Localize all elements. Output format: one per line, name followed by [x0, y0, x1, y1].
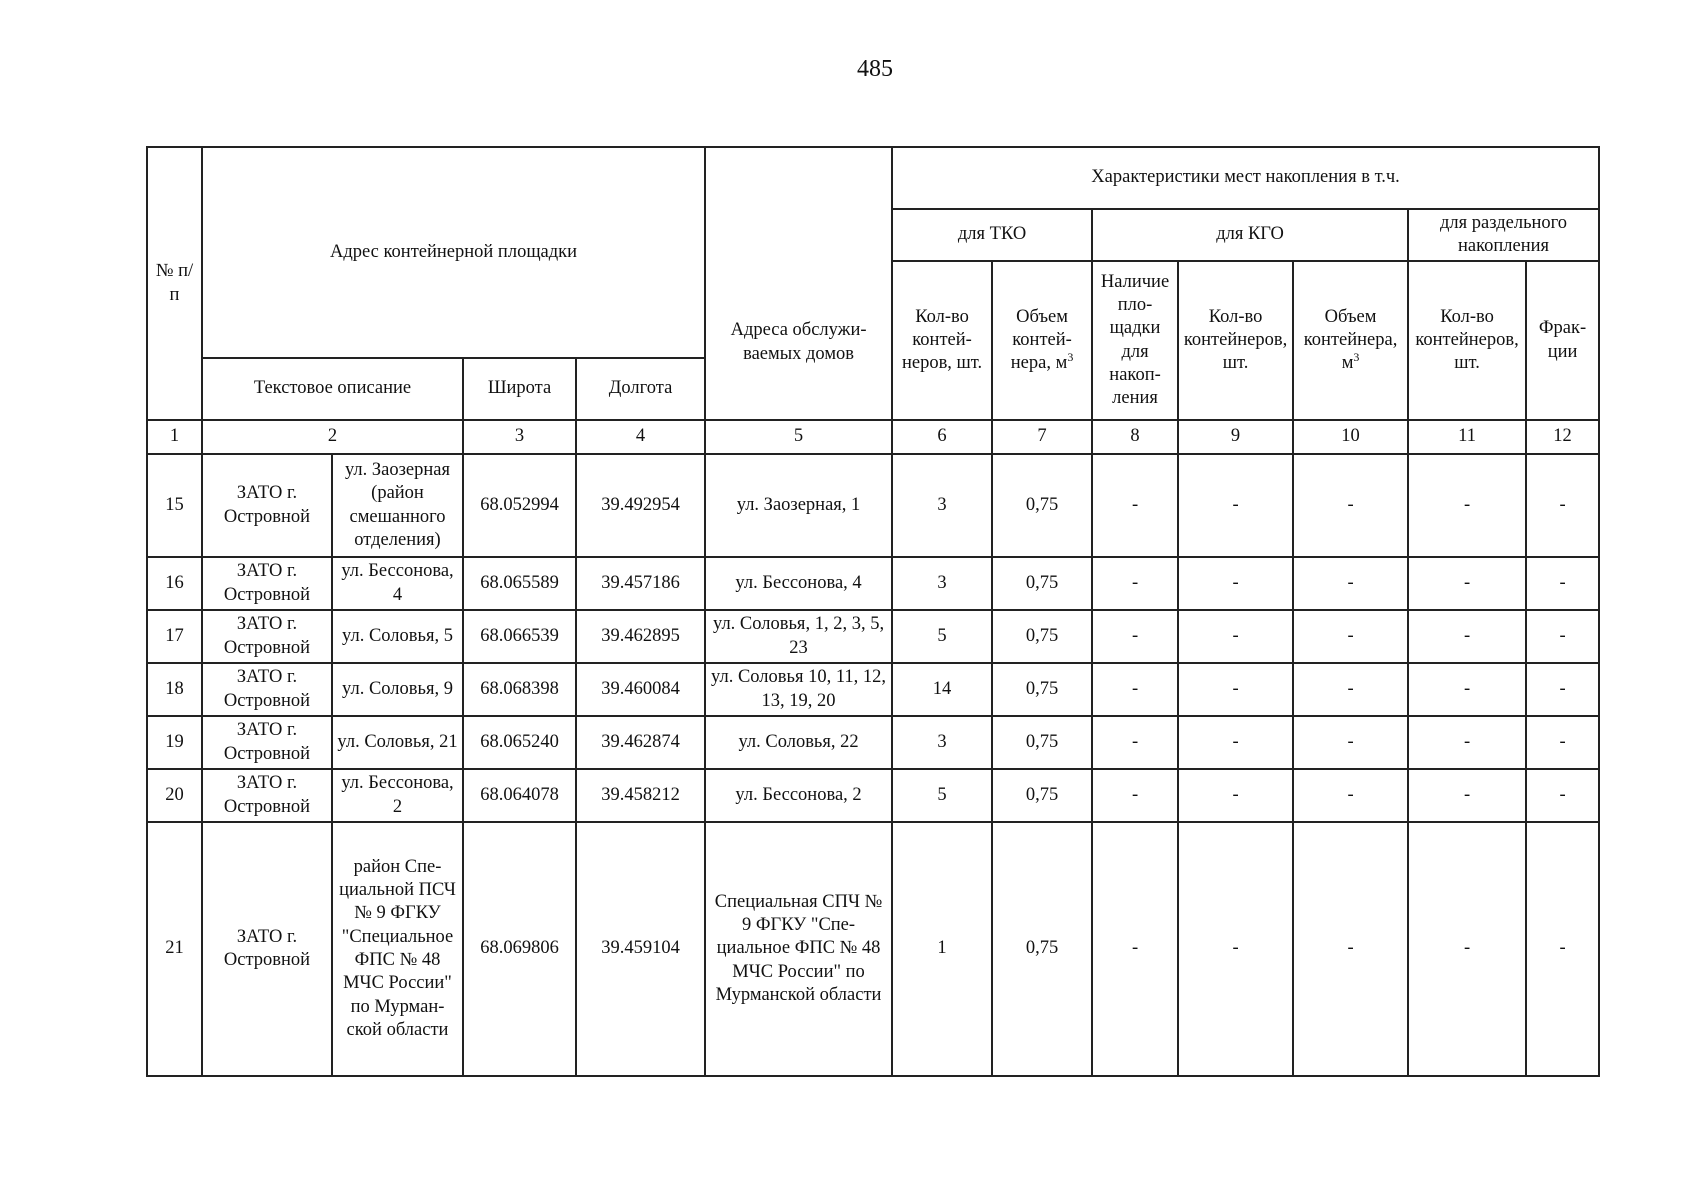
header-kgo-count: Кол-во контейнеров, шт.: [1178, 261, 1293, 420]
column-number-row: [147, 420, 1599, 454]
row-kgo-count: -: [1178, 822, 1293, 1076]
header-served-houses: Адреса обслуживаемых домов: [705, 147, 892, 420]
header-kgo-presence: Наличие площадки для накопления: [1092, 261, 1178, 420]
row-longitude: 39.462895: [576, 610, 705, 663]
column-number: 3: [463, 420, 576, 454]
table-row: [147, 769, 1599, 822]
column-number: 6: [892, 420, 992, 454]
row-kgo-volume: -: [1293, 557, 1408, 610]
row-kgo-count: -: [1178, 557, 1293, 610]
row-kgo-presence: -: [1092, 610, 1178, 663]
column-number: 7: [992, 420, 1092, 454]
header-for-tko: для ТКО: [892, 209, 1092, 261]
row-houses: ул. Бессонова, 2: [705, 769, 892, 822]
page-number: 485: [857, 56, 893, 82]
row-number: 16: [147, 557, 202, 610]
row-kgo-presence: -: [1092, 557, 1178, 610]
table-row: [147, 557, 1599, 610]
row-kgo-volume: -: [1293, 610, 1408, 663]
row-description: ул. Соловья, 9: [332, 663, 463, 716]
row-sep-fractions: -: [1526, 557, 1599, 610]
container-sites-table: [146, 146, 1600, 1077]
row-number: 19: [147, 716, 202, 769]
row-tko-volume: 0,75: [992, 716, 1092, 769]
row-sep-fractions: -: [1526, 822, 1599, 1076]
row-tko-count: 5: [892, 610, 992, 663]
row-sep-fractions: -: [1526, 769, 1599, 822]
column-number: 12: [1526, 420, 1599, 454]
header-kgo-volume-sup: 3: [1353, 349, 1360, 364]
row-kgo-volume: -: [1293, 822, 1408, 1076]
row-latitude: 68.052994: [463, 454, 576, 557]
row-locality: ЗАТО г. Островной: [202, 610, 332, 663]
row-sep-count: -: [1408, 454, 1526, 557]
column-number: 8: [1092, 420, 1178, 454]
row-latitude: 68.064078: [463, 769, 576, 822]
header-sep-count: Кол-во контейнеров, шт.: [1408, 261, 1526, 420]
header-latitude: Широта: [463, 358, 576, 420]
row-houses: ул. Соловья, 22: [705, 716, 892, 769]
row-sep-fractions: -: [1526, 610, 1599, 663]
table-body: [147, 454, 1599, 1076]
table-row: [147, 716, 1599, 769]
row-kgo-count: -: [1178, 716, 1293, 769]
row-sep-fractions: -: [1526, 716, 1599, 769]
row-kgo-count: -: [1178, 610, 1293, 663]
row-number: 20: [147, 769, 202, 822]
row-latitude: 68.065589: [463, 557, 576, 610]
row-longitude: 39.459104: [576, 822, 705, 1076]
row-kgo-volume: -: [1293, 769, 1408, 822]
row-kgo-presence: -: [1092, 663, 1178, 716]
row-houses: ул. Заозерная, 1: [705, 454, 892, 557]
row-tko-count: 3: [892, 454, 992, 557]
row-tko-volume: 0,75: [992, 610, 1092, 663]
row-locality: ЗАТО г. Островной: [202, 663, 332, 716]
row-kgo-presence: -: [1092, 822, 1178, 1076]
row-kgo-count: -: [1178, 769, 1293, 822]
header-longitude: Долгота: [576, 358, 705, 420]
row-sep-count: -: [1408, 716, 1526, 769]
column-number: 1: [147, 420, 202, 454]
table-row: [147, 663, 1599, 716]
row-sep-count: -: [1408, 663, 1526, 716]
row-latitude: 68.069806: [463, 822, 576, 1076]
table-row: [147, 822, 1599, 1076]
row-number: 15: [147, 454, 202, 557]
column-number: 2: [202, 420, 463, 454]
header-kgo-volume: [1293, 261, 1408, 420]
row-latitude: 68.068398: [463, 663, 576, 716]
row-sep-count: -: [1408, 610, 1526, 663]
row-description: ул. Соловья, 21: [332, 716, 463, 769]
row-description: ул. Заозерная (район смешанного отделения): [332, 454, 463, 557]
header-tko-count: Кол-во контейнеров, шт.: [892, 261, 992, 420]
header-address-group: Адрес контейнерной площадки: [202, 147, 705, 358]
column-number: 11: [1408, 420, 1526, 454]
row-tko-volume: 0,75: [992, 822, 1092, 1076]
table-row: [147, 610, 1599, 663]
row-locality: ЗАТО г. Островной: [202, 716, 332, 769]
row-description: ул. Бессонова, 4: [332, 557, 463, 610]
row-tko-volume: 0,75: [992, 663, 1092, 716]
row-longitude: 39.462874: [576, 716, 705, 769]
row-kgo-volume: -: [1293, 716, 1408, 769]
row-houses: ул. Бессонова, 4: [705, 557, 892, 610]
row-latitude: 68.065240: [463, 716, 576, 769]
row-tko-count: 14: [892, 663, 992, 716]
row-number: 21: [147, 822, 202, 1076]
row-houses: ул. Соловья 10, 11, 12, 13, 19, 20: [705, 663, 892, 716]
row-locality: ЗАТО г. Островной: [202, 822, 332, 1076]
row-tko-count: 3: [892, 716, 992, 769]
row-tko-count: 3: [892, 557, 992, 610]
row-description: район Специальной ПСЧ № 9 ФГКУ "Специальное ФПС № 48 МЧС России" по Мурманской области: [332, 822, 463, 1076]
header-num: № п/п: [147, 147, 202, 420]
column-number: 5: [705, 420, 892, 454]
row-longitude: 39.460084: [576, 663, 705, 716]
row-longitude: 39.492954: [576, 454, 705, 557]
header-kgo-volume-text: Объем контейнера, м: [1303, 306, 1398, 374]
header-tko-volume: [992, 261, 1092, 420]
column-number: 9: [1178, 420, 1293, 454]
row-houses: ул. Соловья, 1, 2, 3, 5, 23: [705, 610, 892, 663]
row-tko-volume: 0,75: [992, 557, 1092, 610]
row-sep-count: -: [1408, 557, 1526, 610]
row-tko-count: 1: [892, 822, 992, 1076]
row-longitude: 39.457186: [576, 557, 705, 610]
header-text-description: Текстовое описание: [202, 358, 463, 420]
row-sep-count: -: [1408, 769, 1526, 822]
row-locality: ЗАТО г. Островной: [202, 557, 332, 610]
column-number: 4: [576, 420, 705, 454]
row-kgo-volume: -: [1293, 454, 1408, 557]
header-for-separate: для раздельного накопления: [1408, 209, 1599, 261]
table-row: [147, 454, 1599, 557]
row-longitude: 39.458212: [576, 769, 705, 822]
header-tko-volume-sup: 3: [1067, 349, 1074, 364]
row-sep-fractions: -: [1526, 663, 1599, 716]
header-for-kgo: для КГО: [1092, 209, 1408, 261]
row-latitude: 68.066539: [463, 610, 576, 663]
header-characteristics: Характеристики мест накопления в т.ч.: [892, 147, 1599, 209]
row-sep-fractions: -: [1526, 454, 1599, 557]
row-kgo-volume: -: [1293, 663, 1408, 716]
row-tko-volume: 0,75: [992, 769, 1092, 822]
header-sep-fractions: Фракции: [1526, 261, 1599, 420]
row-tko-count: 5: [892, 769, 992, 822]
row-description: ул. Бессонова, 2: [332, 769, 463, 822]
row-number: 17: [147, 610, 202, 663]
row-description: ул. Соловья, 5: [332, 610, 463, 663]
row-kgo-count: -: [1178, 454, 1293, 557]
row-houses: Специальная СПЧ № 9 ФГКУ "Специальное ФПС № 48 МЧС России" по Мурманской области: [705, 822, 892, 1076]
header-tko-volume-text: Объем контейнера, м: [1010, 306, 1072, 374]
column-number: 10: [1293, 420, 1408, 454]
row-locality: ЗАТО г. Островной: [202, 769, 332, 822]
row-kgo-presence: -: [1092, 454, 1178, 557]
row-kgo-count: -: [1178, 663, 1293, 716]
table-header: [147, 147, 1599, 454]
row-number: 18: [147, 663, 202, 716]
row-sep-count: -: [1408, 822, 1526, 1076]
row-locality: ЗАТО г. Островной: [202, 454, 332, 557]
row-kgo-presence: -: [1092, 716, 1178, 769]
row-kgo-presence: -: [1092, 769, 1178, 822]
row-tko-volume: 0,75: [992, 454, 1092, 557]
